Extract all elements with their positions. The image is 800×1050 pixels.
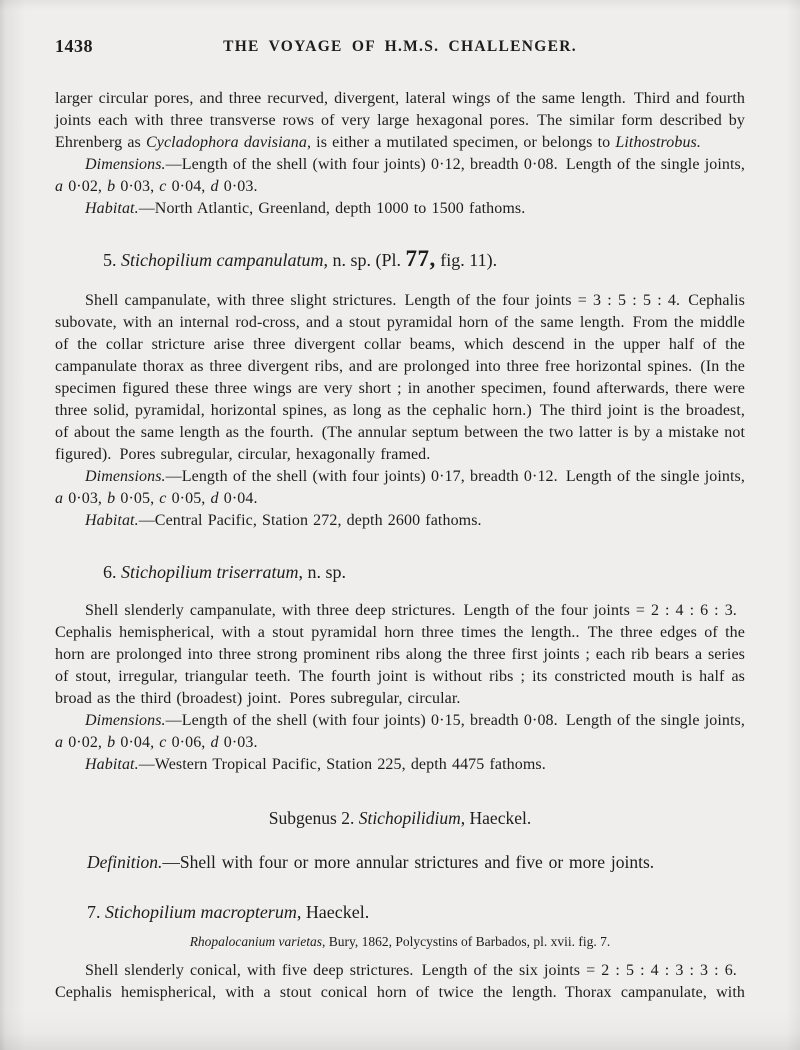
para-previous-species-dimensions: Dimensions.—Length of the shell (with four joints) 0·12, breadth 0·08. Length of the single joints, a 0·02, b 0·03, c 0·04, d 0·03.: [55, 156, 745, 195]
para-species6-description: Shell slenderly campanulate, with three deep strictures. Length of the four joints = 2 : 4 : 6 : 3. Cephalis hemispherical, with a stout pyramidal horn three times the length.. The three edges of the horn are prolonged into three strong prominent ribs along the three first joints ; each rib bears a series of stout, irregular, triangular teeth. The fourth joint is without ribs ; its constricted mouth is half as broad as the third (broadest) joint. Pores subregular, circular.: [55, 602, 745, 707]
para-species6-dimensions: Dimensions.—Length of the shell (with four joints) 0·15, breadth 0·08. Length of the single joints, a 0·02, b 0·04, c 0·06, d 0·03.: [55, 712, 745, 751]
species5-heading: 5. Stichopilium campanulatum, n. sp. (Pl. 77, fig. 11).: [103, 245, 498, 271]
para-species6-habitat: Habitat.—Western Tropical Pacific, Station 225, depth 4475 fathoms.: [85, 756, 546, 773]
para-subgenus2-definition: Definition.—Shell with four or more annular strictures and five or more joints.: [87, 852, 655, 872]
para-species5-habitat: Habitat.—Central Pacific, Station 272, depth 2600 fathoms.: [85, 512, 482, 529]
species7-heading: 7. Stichopilium macropterum, Haeckel.: [87, 902, 370, 922]
para-species7-description: Shell slenderly conical, with five deep strictures. Length of the six joints = 2 : 5 : 4 : 3 : 3 : 6. Cephalis hemispherical, with a stout conical horn of twice the length. Thorax campanulate, with: [55, 962, 745, 1001]
para-species7-synonym-citation: Rhopalocanium varietas, Bury, 1862, Polycystins of Barbados, pl. xvii. fig. 7.: [189, 934, 611, 949]
subgenus2-heading: Subgenus 2. Stichopilidium, Haeckel.: [268, 808, 532, 828]
species6-heading: 6. Stichopilium triserratum, n. sp.: [103, 562, 347, 582]
para-previous-species-continuation: larger circular pores, and three recurved, divergent, lateral wings of the same length. Third and fourth joints each with three transverse rows of very large hexagonal pores. The similar form described by Ehrenberg as Cycladophora davisiana, is either a mutilated specimen, or belongs to Lithostrobus.: [55, 90, 745, 151]
page-header: [55, 36, 745, 58]
page-content: [55, 36, 745, 1004]
para-species5-dimensions: Dimensions.—Length of the shell (with four joints) 0·17, breadth 0·12. Length of the single joints, a 0·03, b 0·05, c 0·05, d 0·04.: [55, 468, 745, 507]
running-title: THE VOYAGE OF H.M.S. CHALLENGER.: [223, 38, 577, 55]
para-previous-species-habitat: Habitat.—North Atlantic, Greenland, depth 1000 to 1500 fathoms.: [85, 200, 526, 217]
para-species5-description: Shell campanulate, with three slight strictures. Length of the four joints = 3 : 5 : 5 : 4. Cephalis subovate, with an internal rod-cross, and a stout pyramidal horn of the same length. From the middle of the collar stricture arise three divergent collar beams, which descend in the upper half of the campanulate thorax as three divergent ribs, and are prolonged into three free horizontal spines. (In the specimen figured these three wings are very short ; in another specimen, found afterwards, there were three solid, pyramidal, horizontal spines, as long as the cephalic horn.) The third joint is the broadest, of about the same length as the fourth. (The annular septum between the two latter is by a mistake not figured). Pores subregular, circular, hexagonally framed.: [55, 292, 745, 463]
page-number: 1438: [55, 36, 93, 56]
